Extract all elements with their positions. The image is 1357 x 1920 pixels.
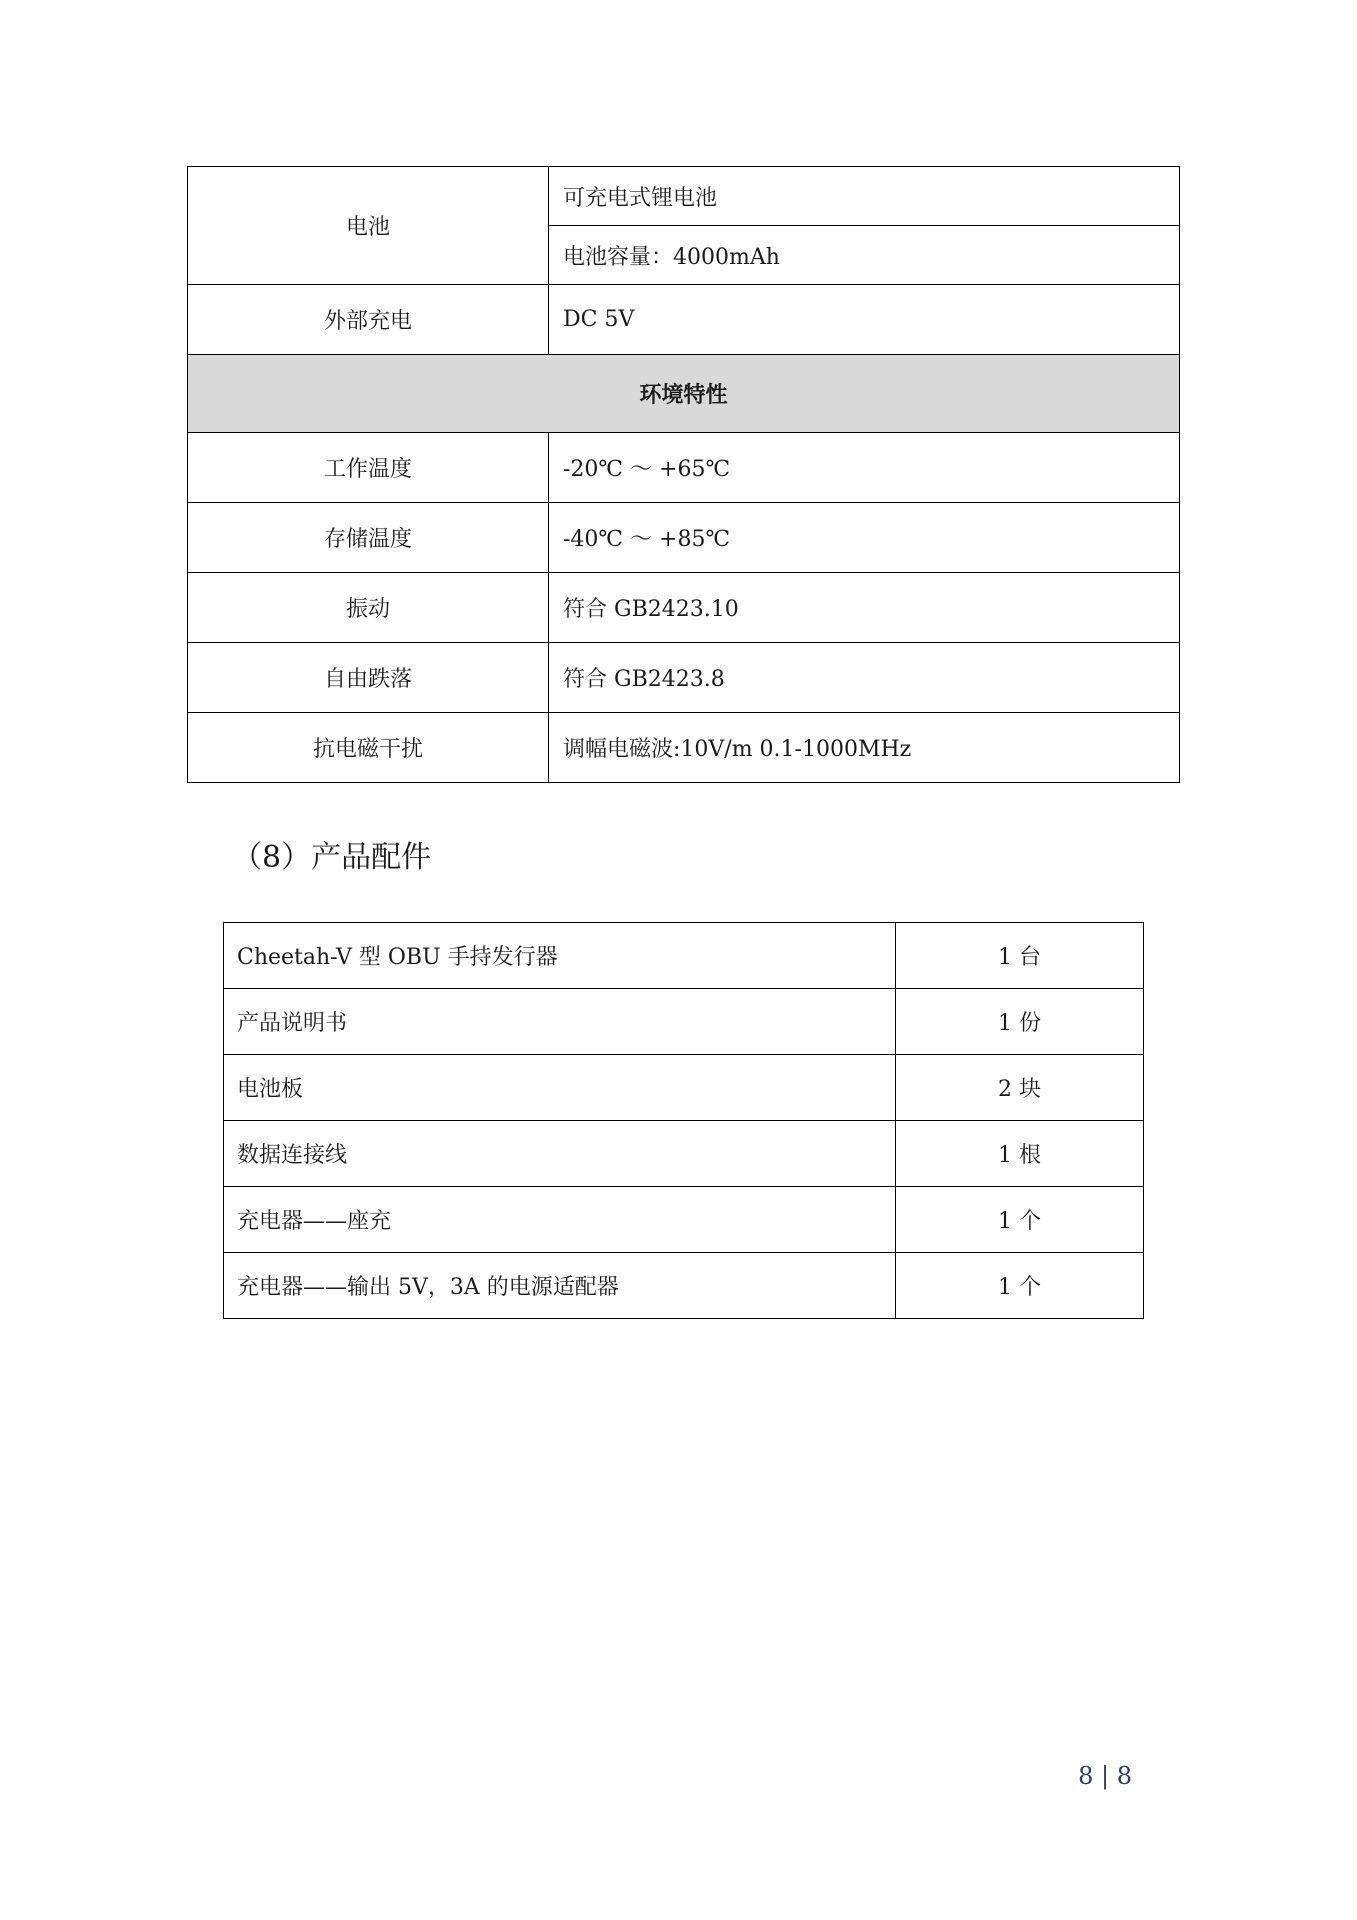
table-row: [188, 167, 1180, 226]
accessory-qty: 1 根: [896, 1121, 1144, 1187]
table-row: [224, 1055, 1144, 1121]
accessory-qty: 1 个: [896, 1253, 1144, 1319]
accessory-qty: 1 台: [896, 923, 1144, 989]
battery-type: 可充电式锂电池: [549, 167, 1180, 226]
spec-label: 振动: [188, 573, 549, 643]
spec-value: 符合 GB2423.10: [549, 573, 1180, 643]
table-row: [224, 923, 1144, 989]
environment-section-header: 环境特性: [188, 355, 1180, 433]
table-row: [188, 285, 1180, 355]
battery-label: 电池: [188, 167, 549, 285]
accessory-qty: 1 份: [896, 989, 1144, 1055]
accessory-qty: 2 块: [896, 1055, 1144, 1121]
spec-value: -40℃ ～ +85℃: [549, 503, 1180, 573]
accessory-qty: 1 个: [896, 1187, 1144, 1253]
table-row: [224, 1187, 1144, 1253]
table-row: [188, 713, 1180, 783]
table-row: [224, 1121, 1144, 1187]
external-charge-label: 外部充电: [188, 285, 549, 355]
spec-value: -20℃ ～ +65℃: [549, 433, 1180, 503]
spec-label: 抗电磁干扰: [188, 713, 549, 783]
spec-label: 自由跌落: [188, 643, 549, 713]
section-heading: （8）产品配件: [232, 840, 432, 875]
table-row: [188, 643, 1180, 713]
spec-value: 符合 GB2423.8: [549, 643, 1180, 713]
accessory-item: 电池板: [224, 1055, 896, 1121]
accessory-item: 产品说明书: [224, 989, 896, 1055]
spec-value: 调幅电磁波:10V/m 0.1-1000MHz: [549, 713, 1180, 783]
table-row: [188, 433, 1180, 503]
page-number: 8 | 8: [1078, 1762, 1132, 1790]
accessory-item: Cheetah-V 型 OBU 手持发行器: [224, 923, 896, 989]
table-row: [188, 573, 1180, 643]
accessories-table: [223, 922, 1144, 1319]
accessory-item: 充电器——座充: [224, 1187, 896, 1253]
battery-capacity: 电池容量：4000mAh: [549, 226, 1180, 285]
external-charge-value: DC 5V: [549, 285, 1180, 355]
spec-label: 存储温度: [188, 503, 549, 573]
table-row: [224, 1253, 1144, 1319]
table-row: [188, 503, 1180, 573]
table-row: [224, 989, 1144, 1055]
spec-table: [187, 166, 1180, 783]
spec-label: 工作温度: [188, 433, 549, 503]
accessory-item: 数据连接线: [224, 1121, 896, 1187]
accessory-item: 充电器——输出 5V，3A 的电源适配器: [224, 1253, 896, 1319]
table-row: [188, 355, 1180, 433]
